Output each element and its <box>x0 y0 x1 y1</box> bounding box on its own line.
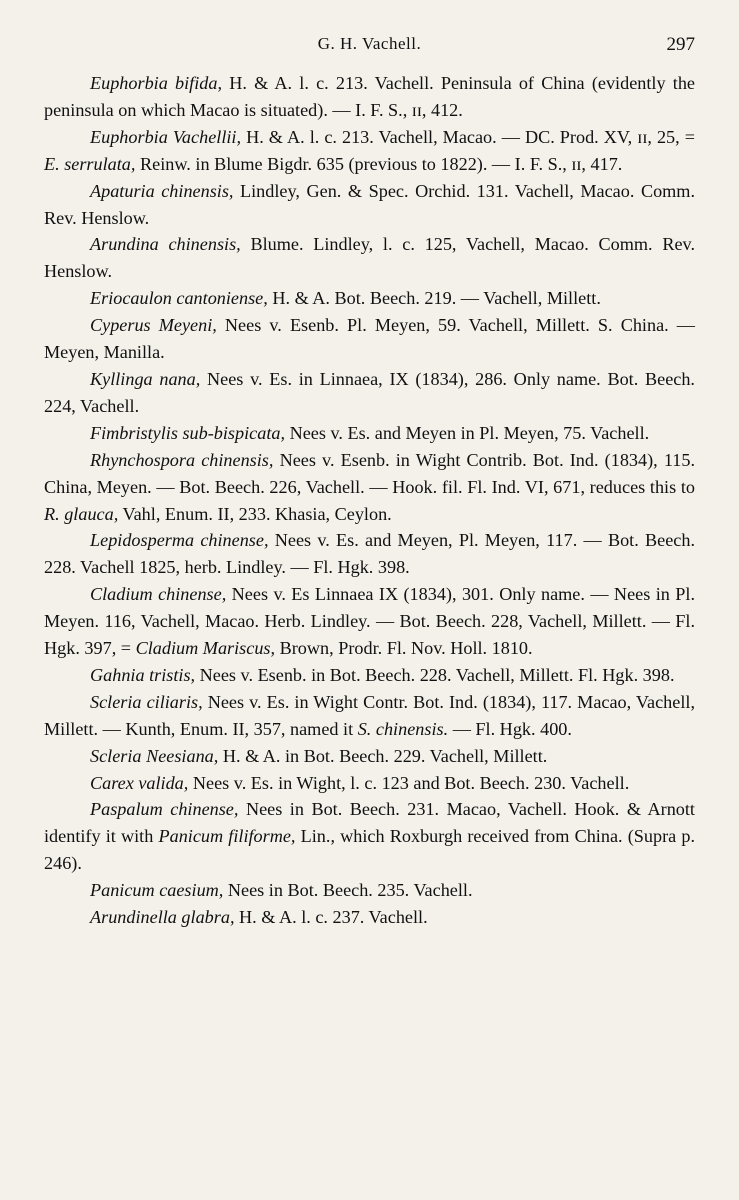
entry-text: Nees v. Es. in Wight Contr. Bot. Ind. (1834), 117. Macao, Vachell, Millett. — Kunth, Enum. II, 357, named it <box>44 691 695 739</box>
entry-text: Nees v. Es. and Meyen, Pl. Meyen, 117. — Bot. Beech. 228. Vachell 1825, herb. Lindley. — Fl. Hgk. 398. <box>44 530 696 578</box>
entry-text: Blume. Lindley, l. c. 125, Vachell, Macao. Comm. Rev. Henslow. <box>44 234 695 282</box>
entry-panicum-caesium <box>44 877 695 904</box>
species-name: Cyperus Meyeni, <box>90 315 217 336</box>
species-name: Gahnia tristis, <box>90 664 196 685</box>
entry-text: Lindley, Gen. & Spec. Orchid. 131. Vachell, Macao. Comm. Rev. Henslow. <box>44 180 696 228</box>
species-name: Scleria ciliaris, <box>90 691 203 712</box>
entry-text: H. & A. l. c. 237. Vachell. <box>234 907 428 928</box>
entry-arundina-chinensis <box>44 231 695 285</box>
entry-kyllinga-nana <box>44 366 695 420</box>
entry-text: Nees in Bot. Beech. 235. Vachell. <box>223 880 473 901</box>
species-name: Rhynchospora chinensis, <box>90 449 274 470</box>
entry-text-continued: Brown, Prodr. Fl. Nov. Holl. 1810. <box>275 638 533 659</box>
entry-eriocaulon-cantoniense <box>44 285 695 312</box>
synonym-name: Cladium Mariscus, <box>135 638 276 659</box>
entry-scleria-ciliaris <box>44 689 695 743</box>
entry-text-continued: Lin., which Roxburgh received from China. (Supra p. 246). <box>44 826 696 874</box>
species-name: Panicum caesium, <box>90 880 224 901</box>
entry-cyperus-meyeni <box>44 312 695 366</box>
running-head: G. H. Vachell. <box>317 34 422 53</box>
species-name: Carex valida, <box>90 772 189 793</box>
entry-carex-valida <box>44 770 695 797</box>
species-name: Euphorbia Vachellii, <box>90 126 242 147</box>
species-name: Lepidosperma chinense, <box>90 530 269 551</box>
entry-text: Nees v. Es. and Meyen in Pl. Meyen, 75. Vachell. <box>285 422 650 443</box>
entry-scleria-neesiana <box>44 743 695 770</box>
entry-euphorbia-bifida <box>44 70 695 124</box>
species-name: Kyllinga nana, <box>90 368 201 389</box>
page-number: 297 <box>666 34 695 55</box>
synonym-name: Panicum filiforme, <box>158 826 296 847</box>
species-name: Arundina chinensis, <box>90 234 241 255</box>
entry-text-continued: Reinw. in Blume Bigdr. 635 (previous to 1822). — I. F. S., ɪɪ, 417. <box>135 153 623 174</box>
species-name: Scleria Neesiana, <box>90 745 219 766</box>
entry-arundinella-glabra <box>44 904 695 931</box>
species-name: Paspalum chinense, <box>90 799 239 820</box>
entry-text: Nees in Bot. Beech. 231. Macao, Vachell. Hook. & Arnott identify it with <box>44 799 695 847</box>
entry-rhynchospora-chinensis <box>44 447 695 528</box>
entry-fimbristylis-sub-bispicata <box>44 420 695 447</box>
entry-paspalum-chinense <box>44 796 695 877</box>
species-name: Cladium chinense, <box>90 584 227 605</box>
entry-gahnia-tristis <box>44 662 695 689</box>
synonym-name: E. serrulata, <box>44 153 136 174</box>
species-name: Euphorbia bifida, <box>90 73 222 93</box>
entry-text: Nees v. Esenb. Pl. Meyen, 59. Vachell, Millett. S. China. — Meyen, Manilla. <box>44 315 695 363</box>
entry-text-continued: Vahl, Enum. II, 233. Khasia, Ceylon. <box>118 503 392 524</box>
entry-cladium-chinense <box>44 581 695 662</box>
entry-apaturia-chinensis <box>44 178 695 232</box>
synonym-name: R. glauca, <box>44 503 119 524</box>
entry-text: H. & A. l. c. 213. Vachell, Macao. — DC. Prod. XV, ɪɪ, 25, = <box>241 126 695 147</box>
page-header <box>44 34 695 60</box>
page-body <box>44 70 695 931</box>
entry-text: Nees v. Es Linnaea IX (1834), 301. Only name. — Nees in Pl. Meyen. 116, Vachell, Macao. Herb. Lindley. — Bot. Beech. 228, Vachell, Millett. — Fl. Hgk. 397, = <box>44 584 695 659</box>
species-name: Eriocaulon cantoniense, <box>90 288 268 309</box>
entry-text: Nees v. Esenb. in Bot. Beech. 228. Vachell, Millett. Fl. Hgk. 398. <box>195 664 675 685</box>
entry-text: H. & A. Bot. Beech. 219. — Vachell, Millett. <box>267 288 601 309</box>
entry-lepidosperma-chinense <box>44 527 695 581</box>
entry-text: Nees v. Esenb. in Wight Contrib. Bot. Ind. (1834), 115. China, Meyen. — Bot. Beech. 226, Vachell. — Hook. fil. Fl. Ind. VI, 671, reduces this to <box>44 449 695 497</box>
entry-text: H. & A. in Bot. Beech. 229. Vachell, Millett. <box>218 745 548 766</box>
species-name: Arundinella glabra, <box>90 907 235 928</box>
entry-text: H. & A. l. c. 213. Vachell. Peninsula of China (evidently the peninsula on which Macao is situated). — I. F. S., ɪɪ, 412. <box>44 73 695 120</box>
species-name: Fimbristylis sub-bispicata, <box>90 422 286 443</box>
entry-text-continued: — Fl. Hgk. 400. <box>448 718 572 739</box>
synonym-name: S. chinensis. <box>357 718 449 739</box>
entry-text: Nees v. Es. in Wight, l. c. 123 and Bot. Beech. 230. Vachell. <box>188 772 630 793</box>
species-name: Apaturia chinensis, <box>90 180 234 201</box>
entry-euphorbia-vachellii <box>44 124 695 178</box>
entry-text: Nees v. Es. in Linnaea, IX (1834), 286. Only name. Bot. Beech. 224, Vachell. <box>44 368 695 416</box>
